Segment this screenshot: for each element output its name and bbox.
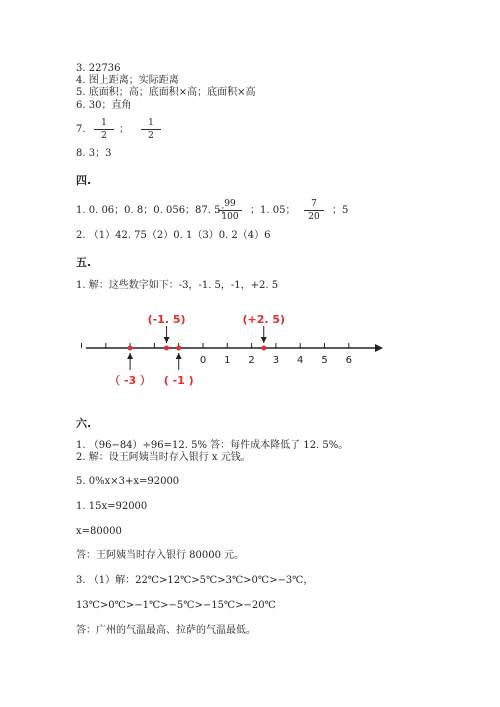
section-4-heading: 四. (76, 174, 92, 187)
tick-label: 2 (248, 355, 255, 366)
point-label: (-1. 5) (147, 313, 186, 326)
fraction-one-half-b: $\frac{1}{2}$ (141, 118, 161, 141)
answer-3-5: 5. 底面积；高；底面积×高；底面积×高 (76, 87, 256, 98)
fraction-one-half-a: $\frac{1}{2}$ (94, 118, 114, 141)
point-label: (+2. 5) (242, 313, 286, 326)
answer-3-4: 4. 图上距离；实际距离 (76, 75, 179, 86)
point-label: （ -3 ） (109, 374, 152, 387)
point-label: ( -1 ) (163, 374, 194, 387)
tick-label: 6 (345, 355, 352, 366)
section-6-heading: 六. (76, 417, 92, 430)
answer-4-1: 1. 0. 06；0. 8；0. 056；87. 5； (76, 205, 231, 216)
answer-4-1-mid: ；1. 05； (250, 205, 296, 216)
answer-6-7: 3. （1）解：22℃>12℃>5℃>3℃>0℃>−3℃， (76, 575, 314, 586)
axis-arrow (375, 344, 383, 352)
answer-6-3: 5. 0%x×3+x=92000 (76, 476, 180, 487)
answer-3-8: 8. 3；3 (76, 148, 112, 159)
number-line-point (261, 346, 266, 351)
answer-3-3: 3. 22736 (76, 63, 121, 74)
number-line (0, 305, 500, 405)
answer-6-9: 答：广州的气温最高、拉萨的气温最低。 (76, 625, 256, 636)
arrow-head (164, 337, 170, 343)
answer-4-1-end: ；5 (332, 205, 349, 216)
tick-label: 4 (297, 355, 304, 366)
arrow-head (127, 353, 133, 359)
answer-5-1: 1. 解：这些数字如下：-3，-1. 5，-1，+2. 5 (76, 280, 279, 291)
arrow-head (261, 337, 267, 343)
answer-6-1: 1. （96−84）÷96=12. 5% 答：每件成本降低了 12. 5%。 (76, 440, 349, 451)
answer-6-4: 1. 15x=92000 (76, 501, 148, 512)
fraction-99-100: $\frac{99}{100}$ (218, 199, 242, 222)
answer-3-7-prefix: 7. (76, 124, 86, 135)
tick-label: 5 (321, 355, 328, 366)
answer-6-6: 答：王阿姨当时存入银行 80000 元。 (76, 550, 245, 561)
tick-label: 3 (272, 355, 280, 366)
number-line-point (128, 346, 133, 351)
number-line-point (164, 346, 169, 351)
answer-6-5: x=80000 (76, 526, 122, 537)
arrow-head (176, 353, 182, 359)
section-5-heading: 五. (76, 256, 92, 269)
answer-6-2: 2. 解：设王阿姨当时存入银行 x 元钱。 (76, 452, 251, 463)
fraction-7-20: $\frac{7}{20}$ (304, 199, 324, 222)
answer-3-6: 6. 30；直角 (76, 100, 132, 111)
answer-4-2: 2. （1）42. 75（2）0. 1（3）0. 2（4）6 (76, 230, 271, 241)
tick-label: 1 (224, 355, 231, 366)
tick-label: 0 (199, 355, 207, 366)
number-line-point (176, 346, 181, 351)
answer-3-7-sep: ； (119, 124, 129, 135)
answer-6-8: 13℃>0℃>−1℃>−5℃>−15℃>−20℃ (76, 600, 276, 611)
